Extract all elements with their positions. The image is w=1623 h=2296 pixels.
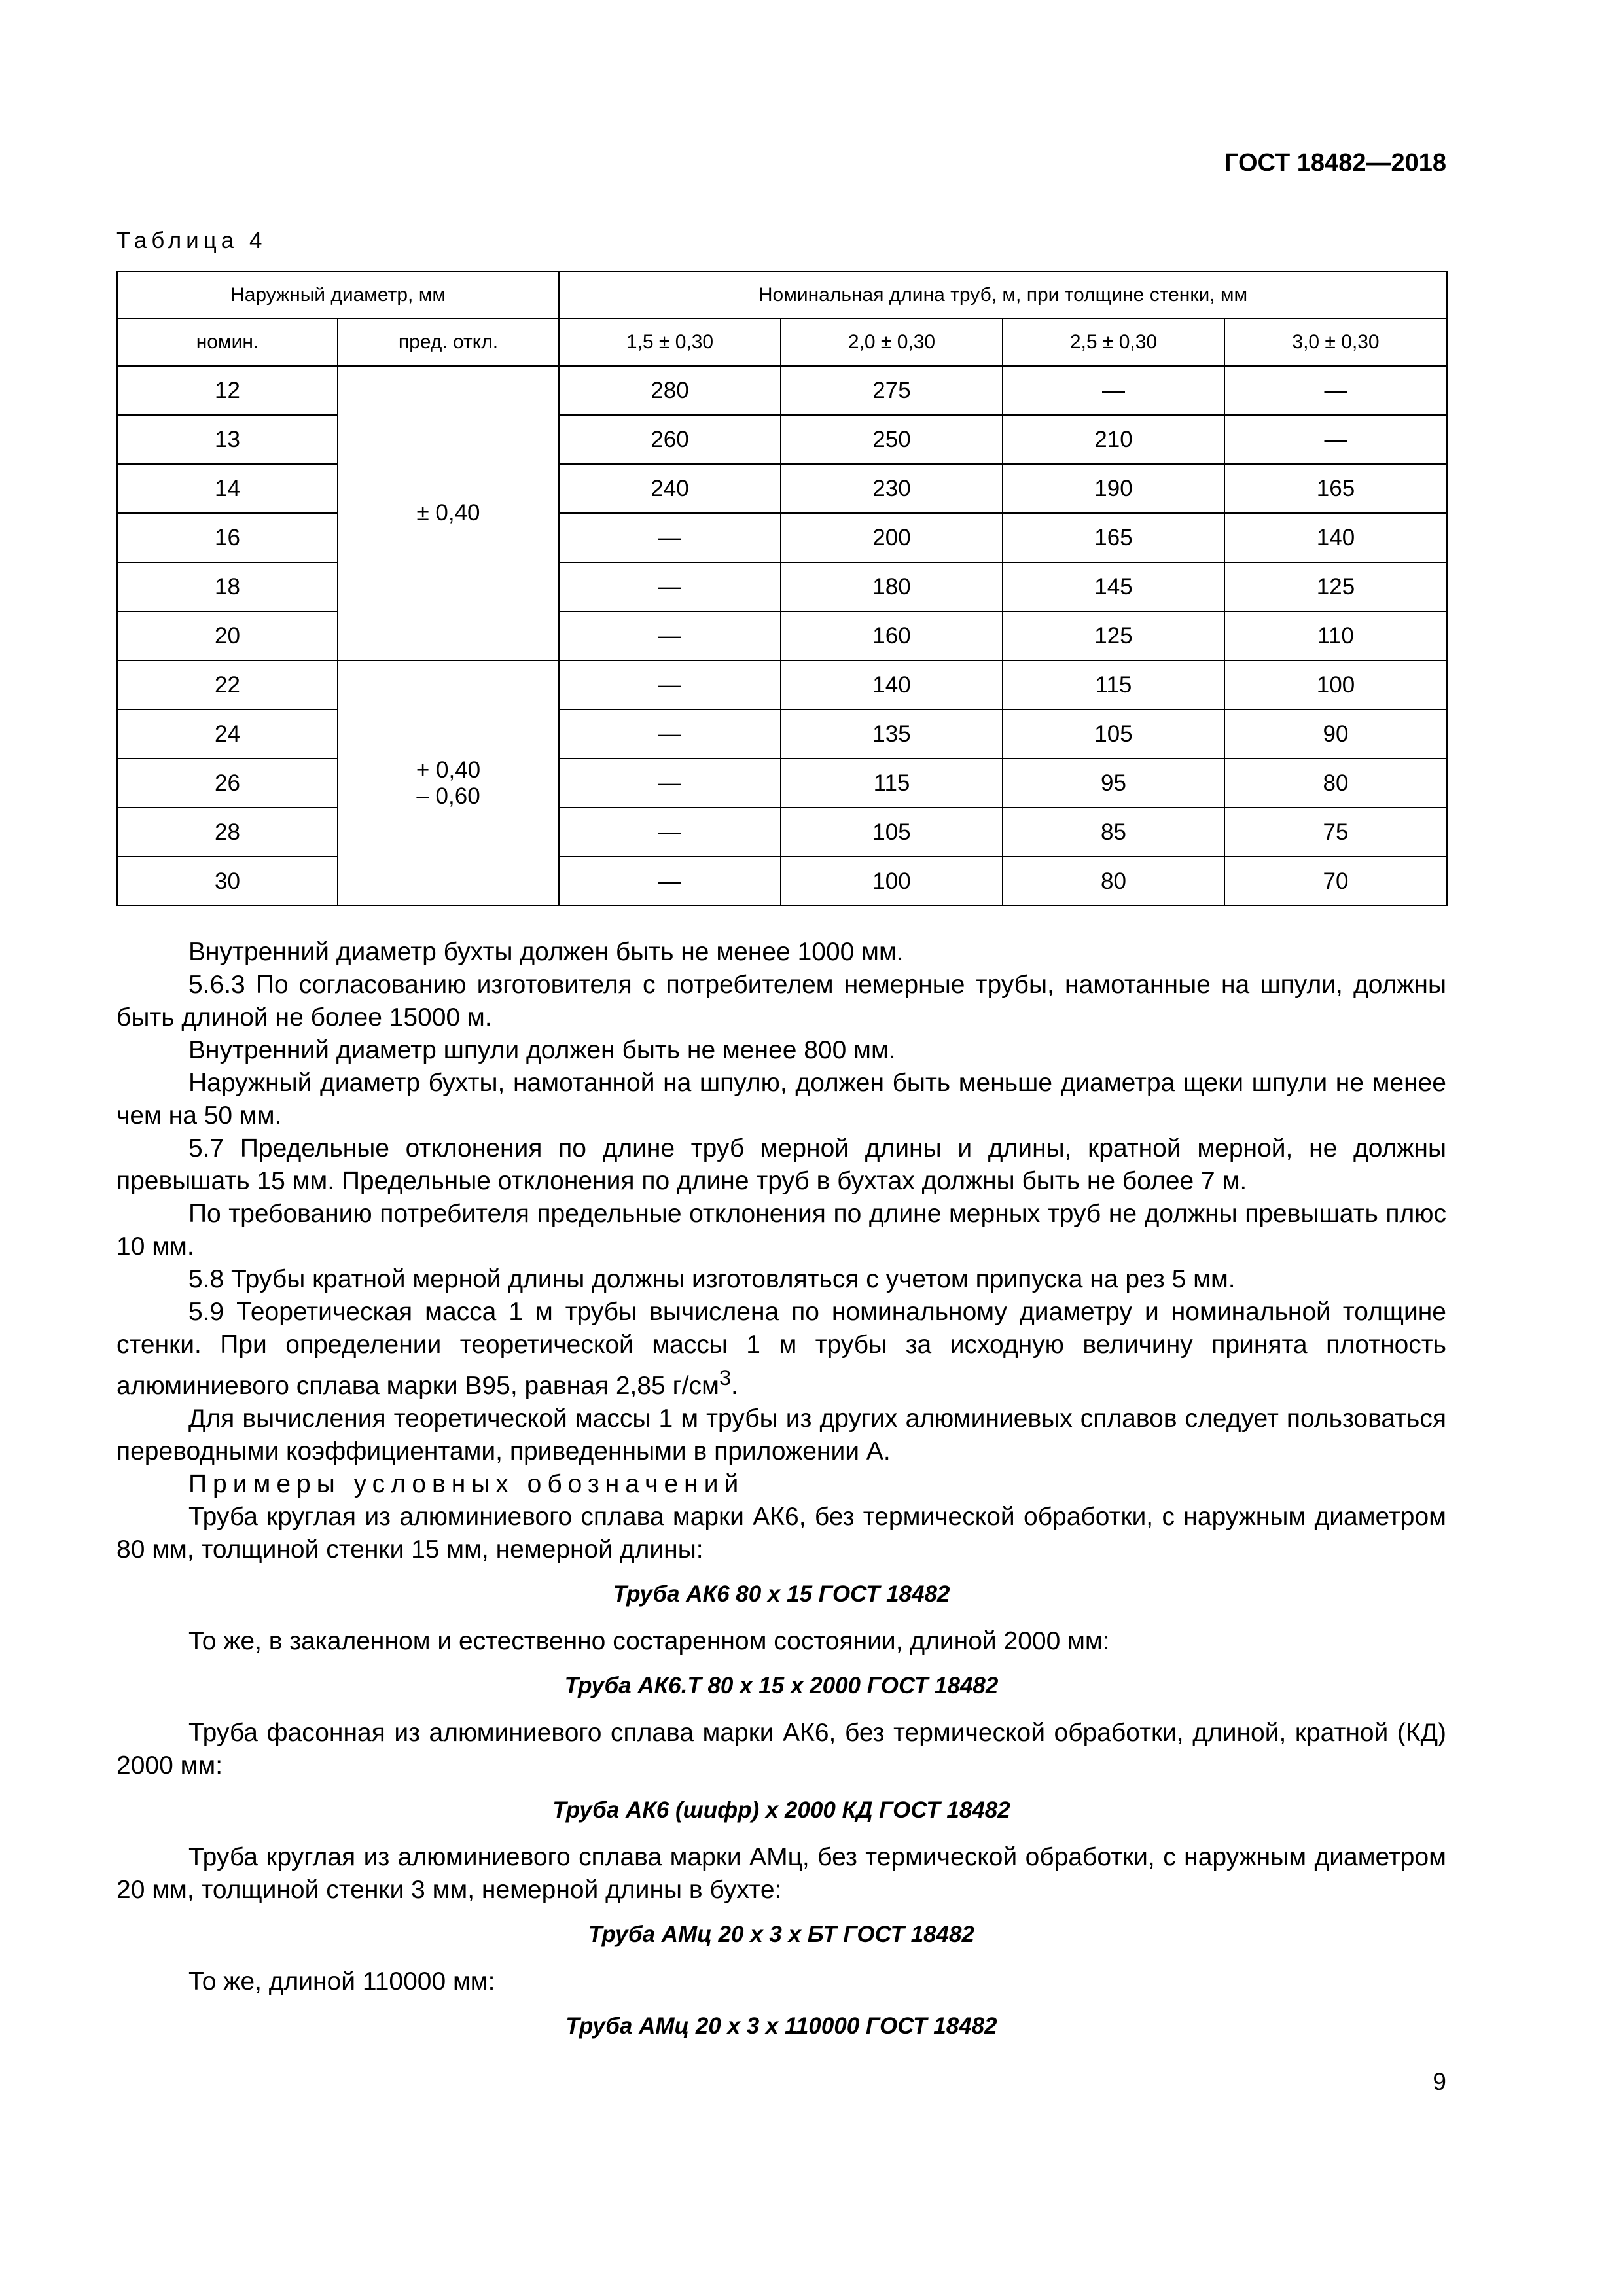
- length-cell: —: [1003, 366, 1224, 415]
- length-cell: 95: [1003, 759, 1224, 808]
- example-description: Труба фасонная из алюминиевого сплава марки АК6, без термической обработки, длиной, кратной (КД) 2000 мм:: [116, 1719, 1446, 1780]
- table-row: [117, 611, 1447, 660]
- length-cell: 190: [1003, 464, 1224, 513]
- length-cell: 90: [1224, 709, 1447, 759]
- length-cell: 100: [1224, 660, 1447, 709]
- example-designation: Труба АК6 80 х 15 ГОСТ 18482: [613, 1581, 950, 1607]
- diameter-cell: 18: [117, 562, 338, 611]
- length-cell: —: [1224, 366, 1447, 415]
- diameter-cell: 30: [117, 857, 338, 906]
- header-nominal: номин.: [117, 319, 338, 366]
- length-cell: 165: [1224, 464, 1447, 513]
- diameter-cell: 16: [117, 513, 338, 562]
- header-wall-3: 2,5 ± 0,30: [1003, 319, 1224, 366]
- length-cell: 200: [781, 513, 1003, 562]
- length-cell: —: [559, 857, 781, 906]
- paragraph: Внутренний диаметр бухты должен быть не менее 1000 мм.: [188, 938, 904, 966]
- length-cell: 105: [1003, 709, 1224, 759]
- length-cell: —: [559, 808, 781, 857]
- paragraph: [116, 1296, 1446, 1403]
- table-row: [117, 660, 1447, 709]
- header-nominal-length: Номинальная длина труб, м, при толщине стенки, мм: [559, 272, 1447, 319]
- example-designation: Труба АК6.Т 80 х 15 х 2000 ГОСТ 18482: [564, 1673, 999, 1698]
- paragraph-end: .: [731, 1372, 738, 1400]
- tolerance-upper: + 0,40: [416, 757, 481, 783]
- diameter-cell: 26: [117, 759, 338, 808]
- table-row: [117, 759, 1447, 808]
- table-caption: Таблица 4: [116, 228, 267, 253]
- length-cell: 85: [1003, 808, 1224, 857]
- paragraph: 5.7 Предельные отклонения по длине труб мерной длины и длины, кратной мерной, не должны превышать 15 мм. Предельные отклонения по длине труб в бухтах должны быть не более 7 м.: [116, 1134, 1446, 1195]
- length-cell: 105: [781, 808, 1003, 857]
- diameter-cell: 22: [117, 660, 338, 709]
- length-cell: —: [559, 611, 781, 660]
- header-wall-2: 2,0 ± 0,30: [781, 319, 1003, 366]
- length-cell: —: [559, 660, 781, 709]
- length-cell: 80: [1224, 759, 1447, 808]
- length-cell: —: [559, 759, 781, 808]
- length-cell: 80: [1003, 857, 1224, 906]
- diameter-cell: 20: [117, 611, 338, 660]
- length-cell: 110: [1224, 611, 1447, 660]
- superscript: 3: [719, 1366, 732, 1390]
- length-cell: 210: [1003, 415, 1224, 464]
- length-cell: 250: [781, 415, 1003, 464]
- paragraph: Для вычисления теоретической массы 1 м трубы из других алюминиевых сплавов следует пользоваться переводными коэффициентами, приведенными в приложении А.: [116, 1405, 1446, 1465]
- diameter-cell: 28: [117, 808, 338, 857]
- length-cell: —: [559, 562, 781, 611]
- length-cell: 140: [781, 660, 1003, 709]
- length-cell: 180: [781, 562, 1003, 611]
- example-description: То же, в закаленном и естественно состаренном состоянии, длиной 2000 мм:: [188, 1627, 1110, 1655]
- length-cell: 165: [1003, 513, 1224, 562]
- header-outer-diameter: Наружный диаметр, мм: [117, 272, 559, 319]
- diameter-cell: 24: [117, 709, 338, 759]
- length-cell: —: [559, 513, 781, 562]
- length-cell: 70: [1224, 857, 1447, 906]
- header-wall-1: 1,5 ± 0,30: [559, 319, 781, 366]
- example-designation: Труба АК6 (шифр) х 2000 КД ГОСТ 18482: [552, 1797, 1010, 1823]
- paragraph: 5.8 Трубы кратной мерной длины должны изготовляться с учетом припуска на рез 5 мм.: [188, 1265, 1236, 1293]
- pipe-length-table: [116, 271, 1448, 906]
- diameter-cell: 14: [117, 464, 338, 513]
- tolerance-cell: [338, 660, 559, 906]
- table-row: [117, 513, 1447, 562]
- length-cell: —: [559, 709, 781, 759]
- paragraph: По требованию потребителя предельные отклонения по длине мерных труб не должны превышать плюс 10 мм.: [116, 1200, 1446, 1261]
- table-row: [117, 366, 1447, 415]
- length-cell: 260: [559, 415, 781, 464]
- length-cell: 240: [559, 464, 781, 513]
- length-cell: 115: [781, 759, 1003, 808]
- example-description: То же, длиной 110000 мм:: [188, 1967, 495, 1996]
- length-cell: 125: [1003, 611, 1224, 660]
- table-row: [117, 709, 1447, 759]
- example-designation: Труба АМц 20 х 3 х 110000 ГОСТ 18482: [565, 2013, 997, 2039]
- example-description: Труба круглая из алюминиевого сплава марки АК6, без термической обработки, с наружным диаметром 80 мм, толщиной стенки 15 мм, немерной длины:: [116, 1503, 1446, 1564]
- length-cell: 280: [559, 366, 781, 415]
- length-cell: 230: [781, 464, 1003, 513]
- length-cell: 100: [781, 857, 1003, 906]
- table-row: [117, 415, 1447, 464]
- paragraph: Наружный диаметр бухты, намотанной на шпулю, должен быть меньше диаметра щеки шпули не менее чем на 50 мм.: [116, 1069, 1446, 1130]
- table-row: [117, 562, 1447, 611]
- paragraph-text: 5.9 Теоретическая масса 1 м трубы вычислена по номинальному диаметру и номинальной толщине стенки. При определении теоретической массы 1 м трубы за исходную величину принята плотность алюминиевого сплава марки В95, равная 2,85 г/см: [116, 1298, 1446, 1400]
- length-cell: 145: [1003, 562, 1224, 611]
- document-code: ГОСТ 18482—2018: [1224, 149, 1446, 177]
- length-cell: 125: [1224, 562, 1447, 611]
- header-wall-4: 3,0 ± 0,30: [1224, 319, 1447, 366]
- length-cell: —: [1224, 415, 1447, 464]
- tolerance-lower: – 0,60: [416, 783, 480, 809]
- example-designation: Труба АМц 20 х 3 х БТ ГОСТ 18482: [588, 1922, 974, 1947]
- length-cell: 135: [781, 709, 1003, 759]
- diameter-cell: 12: [117, 366, 338, 415]
- example-description: Труба круглая из алюминиевого сплава марки АМц, без термической обработки, с наружным диаметром 20 мм, толщиной стенки 3 мм, немерной длины в бухте:: [116, 1843, 1446, 1904]
- paragraph: Внутренний диаметр шпули должен быть не менее 800 мм.: [188, 1036, 896, 1064]
- examples-heading: Примеры условных обозначений: [188, 1470, 745, 1498]
- length-cell: 75: [1224, 808, 1447, 857]
- length-cell: 275: [781, 366, 1003, 415]
- page-number: 9: [1433, 2068, 1446, 2095]
- paragraph: 5.6.3 По согласованию изготовителя с потребителем немерные трубы, намотанные на шпули, должны быть длиной не более 15000 м.: [116, 971, 1446, 1031]
- table-row: [117, 857, 1447, 906]
- table-row: [117, 808, 1447, 857]
- body-text: [116, 936, 1446, 2057]
- diameter-cell: 13: [117, 415, 338, 464]
- length-cell: 140: [1224, 513, 1447, 562]
- header-tolerance: пред. откл.: [338, 319, 559, 366]
- length-cell: 115: [1003, 660, 1224, 709]
- tolerance-cell: ± 0,40: [338, 366, 559, 660]
- table-row: [117, 464, 1447, 513]
- length-cell: 160: [781, 611, 1003, 660]
